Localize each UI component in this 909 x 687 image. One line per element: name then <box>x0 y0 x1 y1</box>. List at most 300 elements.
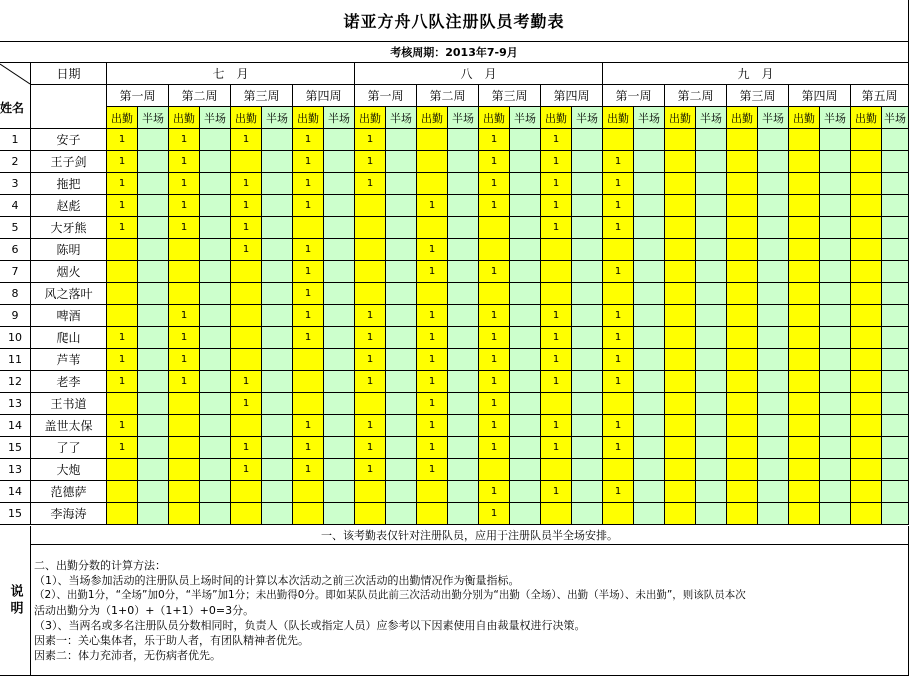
half-cell[interactable] <box>634 459 665 481</box>
attend-cell[interactable] <box>541 239 572 261</box>
attend-cell[interactable] <box>851 239 882 261</box>
half-cell[interactable] <box>882 327 909 349</box>
assessment-period[interactable]: 考核周期：2013年7-9月 <box>0 42 909 63</box>
half-cell[interactable] <box>448 349 479 371</box>
attend-cell[interactable] <box>789 217 820 239</box>
attend-subheader[interactable]: 出勤 <box>107 107 138 129</box>
attend-cell[interactable]: 1 <box>107 173 138 195</box>
member-name[interactable]: 王子剑 <box>31 151 107 173</box>
half-cell[interactable] <box>758 305 789 327</box>
attend-cell[interactable] <box>665 173 696 195</box>
attend-cell[interactable]: 1 <box>541 415 572 437</box>
attend-cell[interactable]: 1 <box>169 349 200 371</box>
half-cell[interactable] <box>696 283 727 305</box>
attend-subheader[interactable]: 出勤 <box>789 107 820 129</box>
attend-cell[interactable]: 1 <box>107 371 138 393</box>
attend-cell[interactable] <box>665 151 696 173</box>
half-cell[interactable] <box>882 151 909 173</box>
attend-cell[interactable]: 1 <box>479 415 510 437</box>
half-subheader[interactable]: 半场 <box>448 107 479 129</box>
attend-cell[interactable] <box>665 393 696 415</box>
attend-cell[interactable] <box>789 239 820 261</box>
attend-cell[interactable]: 1 <box>417 371 448 393</box>
attend-cell[interactable]: 1 <box>603 327 634 349</box>
half-cell[interactable] <box>696 481 727 503</box>
half-cell[interactable] <box>200 129 231 151</box>
half-cell[interactable] <box>324 481 355 503</box>
member-name[interactable]: 了了 <box>31 437 107 459</box>
attend-cell[interactable] <box>603 283 634 305</box>
half-cell[interactable] <box>200 393 231 415</box>
attend-cell[interactable]: 1 <box>479 393 510 415</box>
attend-cell[interactable] <box>851 151 882 173</box>
week-header[interactable]: 第二周 <box>169 85 231 107</box>
attend-cell[interactable] <box>727 283 758 305</box>
half-cell[interactable] <box>882 261 909 283</box>
half-cell[interactable] <box>820 371 851 393</box>
attend-cell[interactable] <box>417 283 448 305</box>
member-name[interactable]: 大炮 <box>31 459 107 481</box>
half-cell[interactable] <box>386 437 417 459</box>
attend-cell[interactable] <box>727 261 758 283</box>
attend-cell[interactable]: 1 <box>355 459 386 481</box>
week-header[interactable]: 第四周 <box>789 85 851 107</box>
week-header[interactable]: 第三周 <box>479 85 541 107</box>
half-cell[interactable] <box>138 173 169 195</box>
half-cell[interactable] <box>262 459 293 481</box>
attend-cell[interactable]: 1 <box>603 173 634 195</box>
row-index[interactable]: 5 <box>0 217 31 239</box>
sheet-title[interactable]: 诺亚方舟八队注册队员考勤表 <box>0 0 909 42</box>
half-cell[interactable] <box>758 437 789 459</box>
member-name[interactable]: 范德萨 <box>31 481 107 503</box>
attend-cell[interactable] <box>665 459 696 481</box>
attend-cell[interactable]: 1 <box>479 173 510 195</box>
attend-cell[interactable]: 1 <box>479 371 510 393</box>
attend-cell[interactable]: 1 <box>603 481 634 503</box>
half-cell[interactable] <box>262 437 293 459</box>
half-subheader[interactable]: 半场 <box>200 107 231 129</box>
attend-cell[interactable]: 1 <box>231 217 262 239</box>
half-cell[interactable] <box>324 283 355 305</box>
half-cell[interactable] <box>448 305 479 327</box>
attend-cell[interactable] <box>851 327 882 349</box>
row-index[interactable]: 14 <box>0 481 31 503</box>
half-cell[interactable] <box>758 129 789 151</box>
attend-cell[interactable]: 1 <box>417 349 448 371</box>
half-cell[interactable] <box>386 327 417 349</box>
attend-cell[interactable]: 1 <box>541 173 572 195</box>
attend-cell[interactable] <box>665 305 696 327</box>
attend-cell[interactable] <box>231 305 262 327</box>
half-cell[interactable] <box>696 371 727 393</box>
half-cell[interactable] <box>262 261 293 283</box>
attend-cell[interactable] <box>231 261 262 283</box>
half-cell[interactable] <box>758 151 789 173</box>
week-header[interactable]: 第四周 <box>541 85 603 107</box>
attend-cell[interactable]: 1 <box>603 261 634 283</box>
half-cell[interactable] <box>510 261 541 283</box>
attend-cell[interactable]: 1 <box>355 349 386 371</box>
half-subheader[interactable]: 半场 <box>696 107 727 129</box>
attend-subheader[interactable]: 出勤 <box>851 107 882 129</box>
member-name[interactable]: 王书道 <box>31 393 107 415</box>
half-cell[interactable] <box>510 393 541 415</box>
attend-cell[interactable]: 1 <box>479 437 510 459</box>
half-cell[interactable] <box>634 503 665 525</box>
half-cell[interactable] <box>820 437 851 459</box>
row-index[interactable]: 7 <box>0 261 31 283</box>
attend-cell[interactable]: 1 <box>479 481 510 503</box>
attend-cell[interactable] <box>727 437 758 459</box>
row-index[interactable]: 8 <box>0 283 31 305</box>
attend-cell[interactable] <box>107 239 138 261</box>
week-header[interactable]: 第三周 <box>727 85 789 107</box>
half-cell[interactable] <box>510 173 541 195</box>
half-cell[interactable] <box>324 173 355 195</box>
half-cell[interactable] <box>572 503 603 525</box>
attend-cell[interactable]: 1 <box>541 129 572 151</box>
attend-subheader[interactable]: 出勤 <box>169 107 200 129</box>
attend-cell[interactable]: 1 <box>603 437 634 459</box>
attend-cell[interactable] <box>417 503 448 525</box>
attend-cell[interactable]: 1 <box>107 195 138 217</box>
attend-cell[interactable]: 1 <box>479 151 510 173</box>
half-cell[interactable] <box>262 283 293 305</box>
week-header[interactable]: 第五周 <box>851 85 909 107</box>
half-cell[interactable] <box>882 195 909 217</box>
half-cell[interactable] <box>324 393 355 415</box>
half-cell[interactable] <box>572 437 603 459</box>
member-name[interactable]: 盖世太保 <box>31 415 107 437</box>
attend-cell[interactable] <box>851 195 882 217</box>
attend-cell[interactable]: 1 <box>417 459 448 481</box>
notes-line-1[interactable]: 一、该考勤表仅针对注册队员，应用于注册队员半全场安排。 <box>31 526 909 545</box>
half-cell[interactable] <box>510 459 541 481</box>
half-subheader[interactable]: 半场 <box>820 107 851 129</box>
attend-cell[interactable] <box>789 393 820 415</box>
half-cell[interactable] <box>262 481 293 503</box>
half-cell[interactable] <box>510 481 541 503</box>
attend-cell[interactable] <box>789 349 820 371</box>
attend-cell[interactable] <box>541 503 572 525</box>
attend-cell[interactable] <box>727 349 758 371</box>
half-subheader[interactable]: 半场 <box>758 107 789 129</box>
attend-cell[interactable]: 1 <box>293 327 324 349</box>
half-cell[interactable] <box>138 217 169 239</box>
half-cell[interactable] <box>262 151 293 173</box>
half-cell[interactable] <box>448 437 479 459</box>
half-subheader[interactable]: 半场 <box>386 107 417 129</box>
half-cell[interactable] <box>820 195 851 217</box>
month-header-august[interactable]: 八 月 <box>355 63 603 85</box>
attend-cell[interactable] <box>665 327 696 349</box>
half-cell[interactable] <box>510 283 541 305</box>
attend-cell[interactable]: 1 <box>603 151 634 173</box>
attend-cell[interactable]: 1 <box>169 151 200 173</box>
week-header[interactable]: 第二周 <box>665 85 727 107</box>
half-cell[interactable] <box>510 415 541 437</box>
attend-cell[interactable] <box>355 239 386 261</box>
half-cell[interactable] <box>324 459 355 481</box>
attend-cell[interactable]: 1 <box>479 503 510 525</box>
attend-cell[interactable]: 1 <box>541 217 572 239</box>
half-cell[interactable] <box>262 173 293 195</box>
half-cell[interactable] <box>510 503 541 525</box>
notes-side-label[interactable]: 说明 <box>0 526 31 676</box>
half-cell[interactable] <box>696 415 727 437</box>
attend-cell[interactable] <box>479 283 510 305</box>
attend-cell[interactable] <box>417 217 448 239</box>
attend-cell[interactable] <box>169 503 200 525</box>
half-cell[interactable] <box>138 415 169 437</box>
attend-subheader[interactable]: 出勤 <box>355 107 386 129</box>
attend-cell[interactable] <box>231 415 262 437</box>
half-cell[interactable] <box>696 261 727 283</box>
attend-cell[interactable] <box>851 415 882 437</box>
half-cell[interactable] <box>262 393 293 415</box>
half-cell[interactable] <box>386 217 417 239</box>
half-cell[interactable] <box>138 305 169 327</box>
half-cell[interactable] <box>882 459 909 481</box>
half-cell[interactable] <box>882 173 909 195</box>
half-cell[interactable] <box>324 151 355 173</box>
attend-cell[interactable] <box>417 129 448 151</box>
half-cell[interactable] <box>758 217 789 239</box>
attend-cell[interactable]: 1 <box>417 305 448 327</box>
attend-cell[interactable]: 1 <box>479 327 510 349</box>
half-cell[interactable] <box>262 129 293 151</box>
half-cell[interactable] <box>820 327 851 349</box>
half-cell[interactable] <box>324 371 355 393</box>
attend-cell[interactable] <box>541 393 572 415</box>
half-cell[interactable] <box>448 283 479 305</box>
row-index[interactable]: 6 <box>0 239 31 261</box>
attend-cell[interactable] <box>293 393 324 415</box>
half-cell[interactable] <box>696 239 727 261</box>
half-cell[interactable] <box>758 503 789 525</box>
attend-cell[interactable] <box>293 503 324 525</box>
half-cell[interactable] <box>386 415 417 437</box>
attend-cell[interactable] <box>417 151 448 173</box>
attend-cell[interactable] <box>789 305 820 327</box>
half-cell[interactable] <box>820 283 851 305</box>
half-cell[interactable] <box>200 239 231 261</box>
attend-cell[interactable] <box>169 481 200 503</box>
attend-cell[interactable] <box>541 459 572 481</box>
attend-cell[interactable] <box>293 481 324 503</box>
attend-cell[interactable]: 1 <box>603 371 634 393</box>
half-cell[interactable] <box>138 481 169 503</box>
half-cell[interactable] <box>200 371 231 393</box>
attend-cell[interactable] <box>231 327 262 349</box>
attend-cell[interactable] <box>169 437 200 459</box>
attend-cell[interactable] <box>479 239 510 261</box>
attend-cell[interactable]: 1 <box>169 217 200 239</box>
half-cell[interactable] <box>758 173 789 195</box>
row-index[interactable]: 13 <box>0 459 31 481</box>
half-cell[interactable] <box>572 283 603 305</box>
half-cell[interactable] <box>448 261 479 283</box>
half-cell[interactable] <box>758 195 789 217</box>
attend-cell[interactable]: 1 <box>355 437 386 459</box>
attend-cell[interactable]: 1 <box>231 239 262 261</box>
attend-cell[interactable] <box>727 503 758 525</box>
half-cell[interactable] <box>200 437 231 459</box>
half-cell[interactable] <box>138 239 169 261</box>
half-cell[interactable] <box>386 283 417 305</box>
half-cell[interactable] <box>262 195 293 217</box>
attend-cell[interactable] <box>789 173 820 195</box>
half-cell[interactable] <box>448 129 479 151</box>
half-cell[interactable] <box>572 349 603 371</box>
half-cell[interactable] <box>820 503 851 525</box>
attend-cell[interactable]: 1 <box>169 173 200 195</box>
attend-cell[interactable] <box>727 217 758 239</box>
attend-cell[interactable] <box>665 217 696 239</box>
attend-cell[interactable] <box>851 129 882 151</box>
attend-cell[interactable]: 1 <box>355 173 386 195</box>
attend-cell[interactable] <box>789 195 820 217</box>
row-index[interactable]: 3 <box>0 173 31 195</box>
attend-cell[interactable] <box>665 503 696 525</box>
half-cell[interactable] <box>510 371 541 393</box>
half-cell[interactable] <box>138 503 169 525</box>
half-cell[interactable] <box>572 195 603 217</box>
half-cell[interactable] <box>200 217 231 239</box>
half-cell[interactable] <box>696 437 727 459</box>
attend-cell[interactable]: 1 <box>603 217 634 239</box>
attend-cell[interactable] <box>789 503 820 525</box>
half-cell[interactable] <box>510 151 541 173</box>
half-subheader[interactable]: 半场 <box>572 107 603 129</box>
half-cell[interactable] <box>200 261 231 283</box>
half-cell[interactable] <box>758 261 789 283</box>
attend-cell[interactable] <box>231 503 262 525</box>
half-cell[interactable] <box>510 349 541 371</box>
attend-cell[interactable] <box>851 261 882 283</box>
half-cell[interactable] <box>262 217 293 239</box>
half-cell[interactable] <box>200 195 231 217</box>
member-name[interactable]: 陈明 <box>31 239 107 261</box>
attend-cell[interactable]: 1 <box>169 129 200 151</box>
half-cell[interactable] <box>820 217 851 239</box>
attend-cell[interactable]: 1 <box>541 151 572 173</box>
half-cell[interactable] <box>882 481 909 503</box>
attend-cell[interactable] <box>479 217 510 239</box>
attend-cell[interactable]: 1 <box>293 129 324 151</box>
half-cell[interactable] <box>572 305 603 327</box>
half-cell[interactable] <box>386 459 417 481</box>
notes-body[interactable] <box>31 545 909 676</box>
half-cell[interactable] <box>696 217 727 239</box>
half-cell[interactable] <box>634 261 665 283</box>
attend-cell[interactable] <box>789 151 820 173</box>
attend-cell[interactable]: 1 <box>541 437 572 459</box>
half-cell[interactable] <box>634 437 665 459</box>
row-index[interactable]: 12 <box>0 371 31 393</box>
half-cell[interactable] <box>820 151 851 173</box>
attend-cell[interactable] <box>727 371 758 393</box>
member-name[interactable]: 安子 <box>31 129 107 151</box>
attend-cell[interactable] <box>851 393 882 415</box>
half-cell[interactable] <box>138 195 169 217</box>
half-cell[interactable] <box>758 481 789 503</box>
half-cell[interactable] <box>448 195 479 217</box>
attend-cell[interactable]: 1 <box>107 327 138 349</box>
half-cell[interactable] <box>882 305 909 327</box>
half-cell[interactable] <box>572 173 603 195</box>
attend-cell[interactable]: 1 <box>231 459 262 481</box>
row-index[interactable]: 14 <box>0 415 31 437</box>
half-cell[interactable] <box>882 503 909 525</box>
attend-cell[interactable]: 1 <box>355 327 386 349</box>
attend-cell[interactable] <box>603 239 634 261</box>
week-header[interactable]: 第一周 <box>355 85 417 107</box>
attend-cell[interactable]: 1 <box>293 195 324 217</box>
attend-cell[interactable]: 1 <box>169 305 200 327</box>
half-cell[interactable] <box>696 129 727 151</box>
half-cell[interactable] <box>758 349 789 371</box>
attend-cell[interactable] <box>107 393 138 415</box>
attend-cell[interactable] <box>789 283 820 305</box>
attend-subheader[interactable]: 出勤 <box>727 107 758 129</box>
date-header-label[interactable]: 日期 <box>31 63 107 85</box>
member-name[interactable]: 老李 <box>31 371 107 393</box>
half-cell[interactable] <box>386 195 417 217</box>
attend-cell[interactable] <box>851 217 882 239</box>
half-cell[interactable] <box>634 481 665 503</box>
half-cell[interactable] <box>820 173 851 195</box>
attend-cell[interactable]: 1 <box>417 393 448 415</box>
half-subheader[interactable]: 半场 <box>138 107 169 129</box>
attend-cell[interactable] <box>727 393 758 415</box>
half-cell[interactable] <box>634 371 665 393</box>
half-cell[interactable] <box>758 371 789 393</box>
half-cell[interactable] <box>138 283 169 305</box>
attend-cell[interactable] <box>231 151 262 173</box>
half-cell[interactable] <box>510 217 541 239</box>
half-cell[interactable] <box>634 327 665 349</box>
half-cell[interactable] <box>200 151 231 173</box>
half-cell[interactable] <box>572 151 603 173</box>
half-cell[interactable] <box>572 393 603 415</box>
attend-cell[interactable]: 1 <box>231 371 262 393</box>
week-header[interactable]: 第三周 <box>231 85 293 107</box>
half-cell[interactable] <box>448 371 479 393</box>
attend-cell[interactable] <box>665 349 696 371</box>
half-cell[interactable] <box>448 173 479 195</box>
attend-cell[interactable] <box>665 239 696 261</box>
half-cell[interactable] <box>572 129 603 151</box>
attend-subheader[interactable]: 出勤 <box>417 107 448 129</box>
half-cell[interactable] <box>572 459 603 481</box>
half-cell[interactable] <box>200 283 231 305</box>
row-index[interactable]: 15 <box>0 437 31 459</box>
attend-cell[interactable]: 1 <box>293 173 324 195</box>
half-cell[interactable] <box>448 481 479 503</box>
attend-cell[interactable] <box>355 217 386 239</box>
attend-cell[interactable] <box>417 481 448 503</box>
attend-cell[interactable]: 1 <box>231 173 262 195</box>
member-name[interactable]: 烟火 <box>31 261 107 283</box>
member-name[interactable]: 李海涛 <box>31 503 107 525</box>
half-cell[interactable] <box>510 437 541 459</box>
attend-cell[interactable] <box>293 371 324 393</box>
half-cell[interactable] <box>882 239 909 261</box>
attend-cell[interactable] <box>541 283 572 305</box>
half-cell[interactable] <box>386 393 417 415</box>
